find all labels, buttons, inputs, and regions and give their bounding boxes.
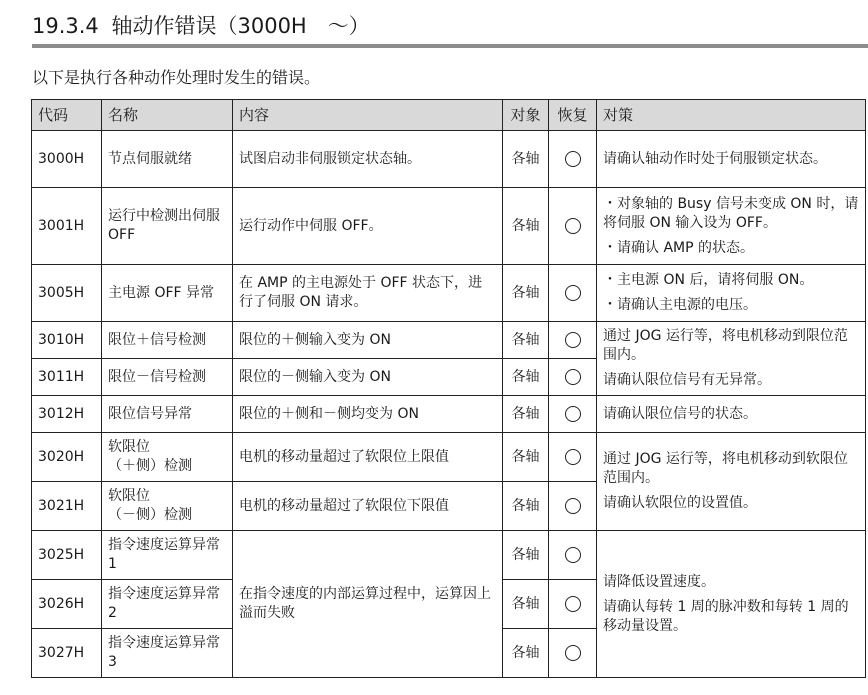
error-target: 各轴 [503,131,549,188]
error-name: 运行中检测出伺服 OFF [102,188,233,265]
error-code: 3027H [32,629,102,678]
recovery-circle-icon [565,547,581,563]
section-title [32,12,370,40]
error-target: 各轴 [503,580,549,629]
error-target: 各轴 [503,359,549,396]
error-target: 各轴 [503,265,549,322]
action-paragraph: ・请确认主电源的电压。 [603,297,757,313]
error-name: 限位＋信号检测 [102,322,233,359]
recovery-circle-icon [565,369,581,385]
recovery-circle-icon [565,596,581,612]
recovery-circle-icon [565,332,581,348]
error-content: 试图启动非伺服锁定状态轴。 [233,131,503,188]
action-paragraph: 通过 JOG 运行等，将电机移动到软限位范围内。 [603,451,848,486]
error-content: 限位的＋侧和－侧均变为 ON [233,396,503,433]
intro-text: 以下是执行各种动作处理时发生的错误。 [32,68,321,87]
error-target: 各轴 [503,482,549,531]
error-name: 指令速度运算异常 1 [102,531,233,580]
error-code: 3000H [32,131,102,188]
table-header-row [32,100,866,131]
error-code: 3021H [32,482,102,531]
error-table [31,99,866,678]
recovery-cell [549,188,597,265]
action-paragraph: 通过 JOG 运行等，将电机移动到限位范围内。 [603,328,848,363]
error-action [597,531,866,678]
error-name-line: 软限位 [108,439,150,455]
action-paragraph: ・主电源 ON 后，请将伺服 ON。 [603,272,814,288]
recovery-cell [549,131,597,188]
error-code: 3001H [32,188,102,265]
title-rule [32,44,868,48]
error-code: 3005H [32,265,102,322]
recovery-cell [549,580,597,629]
recovery-cell [549,359,597,396]
table-row [32,265,866,322]
recovery-cell [549,482,597,531]
recovery-cell [549,265,597,322]
header-name: 名称 [102,100,233,131]
action-paragraph: 请降低设置速度。 [603,573,715,590]
error-content: 在指令速度的内部运算过程中，运算因上溢而失败 [233,531,503,678]
recovery-cell [549,322,597,359]
recovery-cell [549,629,597,678]
error-action [597,265,866,322]
error-name: 主电源 OFF 异常 [102,265,233,322]
error-name: 指令速度运算异常 3 [102,629,233,678]
error-code: 3026H [32,580,102,629]
recovery-circle-icon [565,449,581,465]
action-paragraph: 请确认限位信号有无异常。 [603,372,771,388]
error-name: 指令速度运算异常 2 [102,580,233,629]
error-content: 限位的－侧输入变为 ON [233,359,503,396]
error-name [102,433,233,482]
table-row [32,433,866,482]
table-row [32,188,866,265]
header-action: 对策 [597,100,866,131]
section-heading: 轴动作错误（3000H ～） [111,14,370,38]
error-content: 运行动作中伺服 OFF。 [233,188,503,265]
recovery-circle-icon [565,218,581,234]
error-code: 3010H [32,322,102,359]
recovery-cell [549,396,597,433]
header-recovery: 恢复 [549,100,597,131]
error-target: 各轴 [503,629,549,678]
error-target: 各轴 [503,188,549,265]
error-code: 3012H [32,396,102,433]
error-target: 各轴 [503,433,549,482]
recovery-circle-icon [565,285,581,301]
error-content: 限位的＋侧输入变为 ON [233,322,503,359]
error-name-line: 软限位 [108,488,150,504]
error-name: 限位－信号检测 [102,359,233,396]
error-target: 各轴 [503,531,549,580]
table-row [32,531,866,580]
action-paragraph: 请确认软限位的设置值。 [603,495,757,511]
recovery-cell [549,433,597,482]
recovery-circle-icon [565,406,581,422]
error-name: 节点伺服就绪 [102,131,233,188]
error-name-line: （－侧）检测 [108,507,192,523]
error-content: 电机的移动量超过了软限位下限值 [233,482,503,531]
error-action [597,188,866,265]
action-paragraph: 请确认每转 1 周的脉冲数和每转 1 周的移动量设置。 [603,598,849,634]
error-target: 各轴 [503,396,549,433]
error-content: 电机的移动量超过了软限位上限值 [233,433,503,482]
error-name [102,482,233,531]
recovery-cell [549,531,597,580]
error-code: 3011H [32,359,102,396]
table-row [32,322,866,359]
error-action [597,433,866,531]
error-name-line: （＋侧）检测 [108,458,192,474]
table-row [32,396,866,433]
error-action [597,322,866,396]
error-action: 请确认轴动作时处于伺服锁定状态。 [597,131,866,188]
header-code: 代码 [32,100,102,131]
action-paragraph: ・请确认 AMP 的状态。 [603,239,754,256]
header-content: 内容 [233,100,503,131]
table-row [32,131,866,188]
recovery-circle-icon [565,151,581,167]
error-code: 3020H [32,433,102,482]
header-target: 对象 [503,100,549,131]
error-name: 限位信号异常 [102,396,233,433]
recovery-circle-icon [565,498,581,514]
error-content: 在 AMP 的主电源处于 OFF 状态下，进行了伺服 ON 请求。 [233,265,503,322]
recovery-circle-icon [565,645,581,661]
action-paragraph: ・对象轴的 Busy 信号未变成 ON 时，请将伺服 ON 输入设为 OFF。 [603,195,859,231]
error-code: 3025H [32,531,102,580]
error-target: 各轴 [503,322,549,359]
error-action: 请确认限位信号的状态。 [597,396,866,433]
section-number: 19.3.4 [32,14,99,38]
